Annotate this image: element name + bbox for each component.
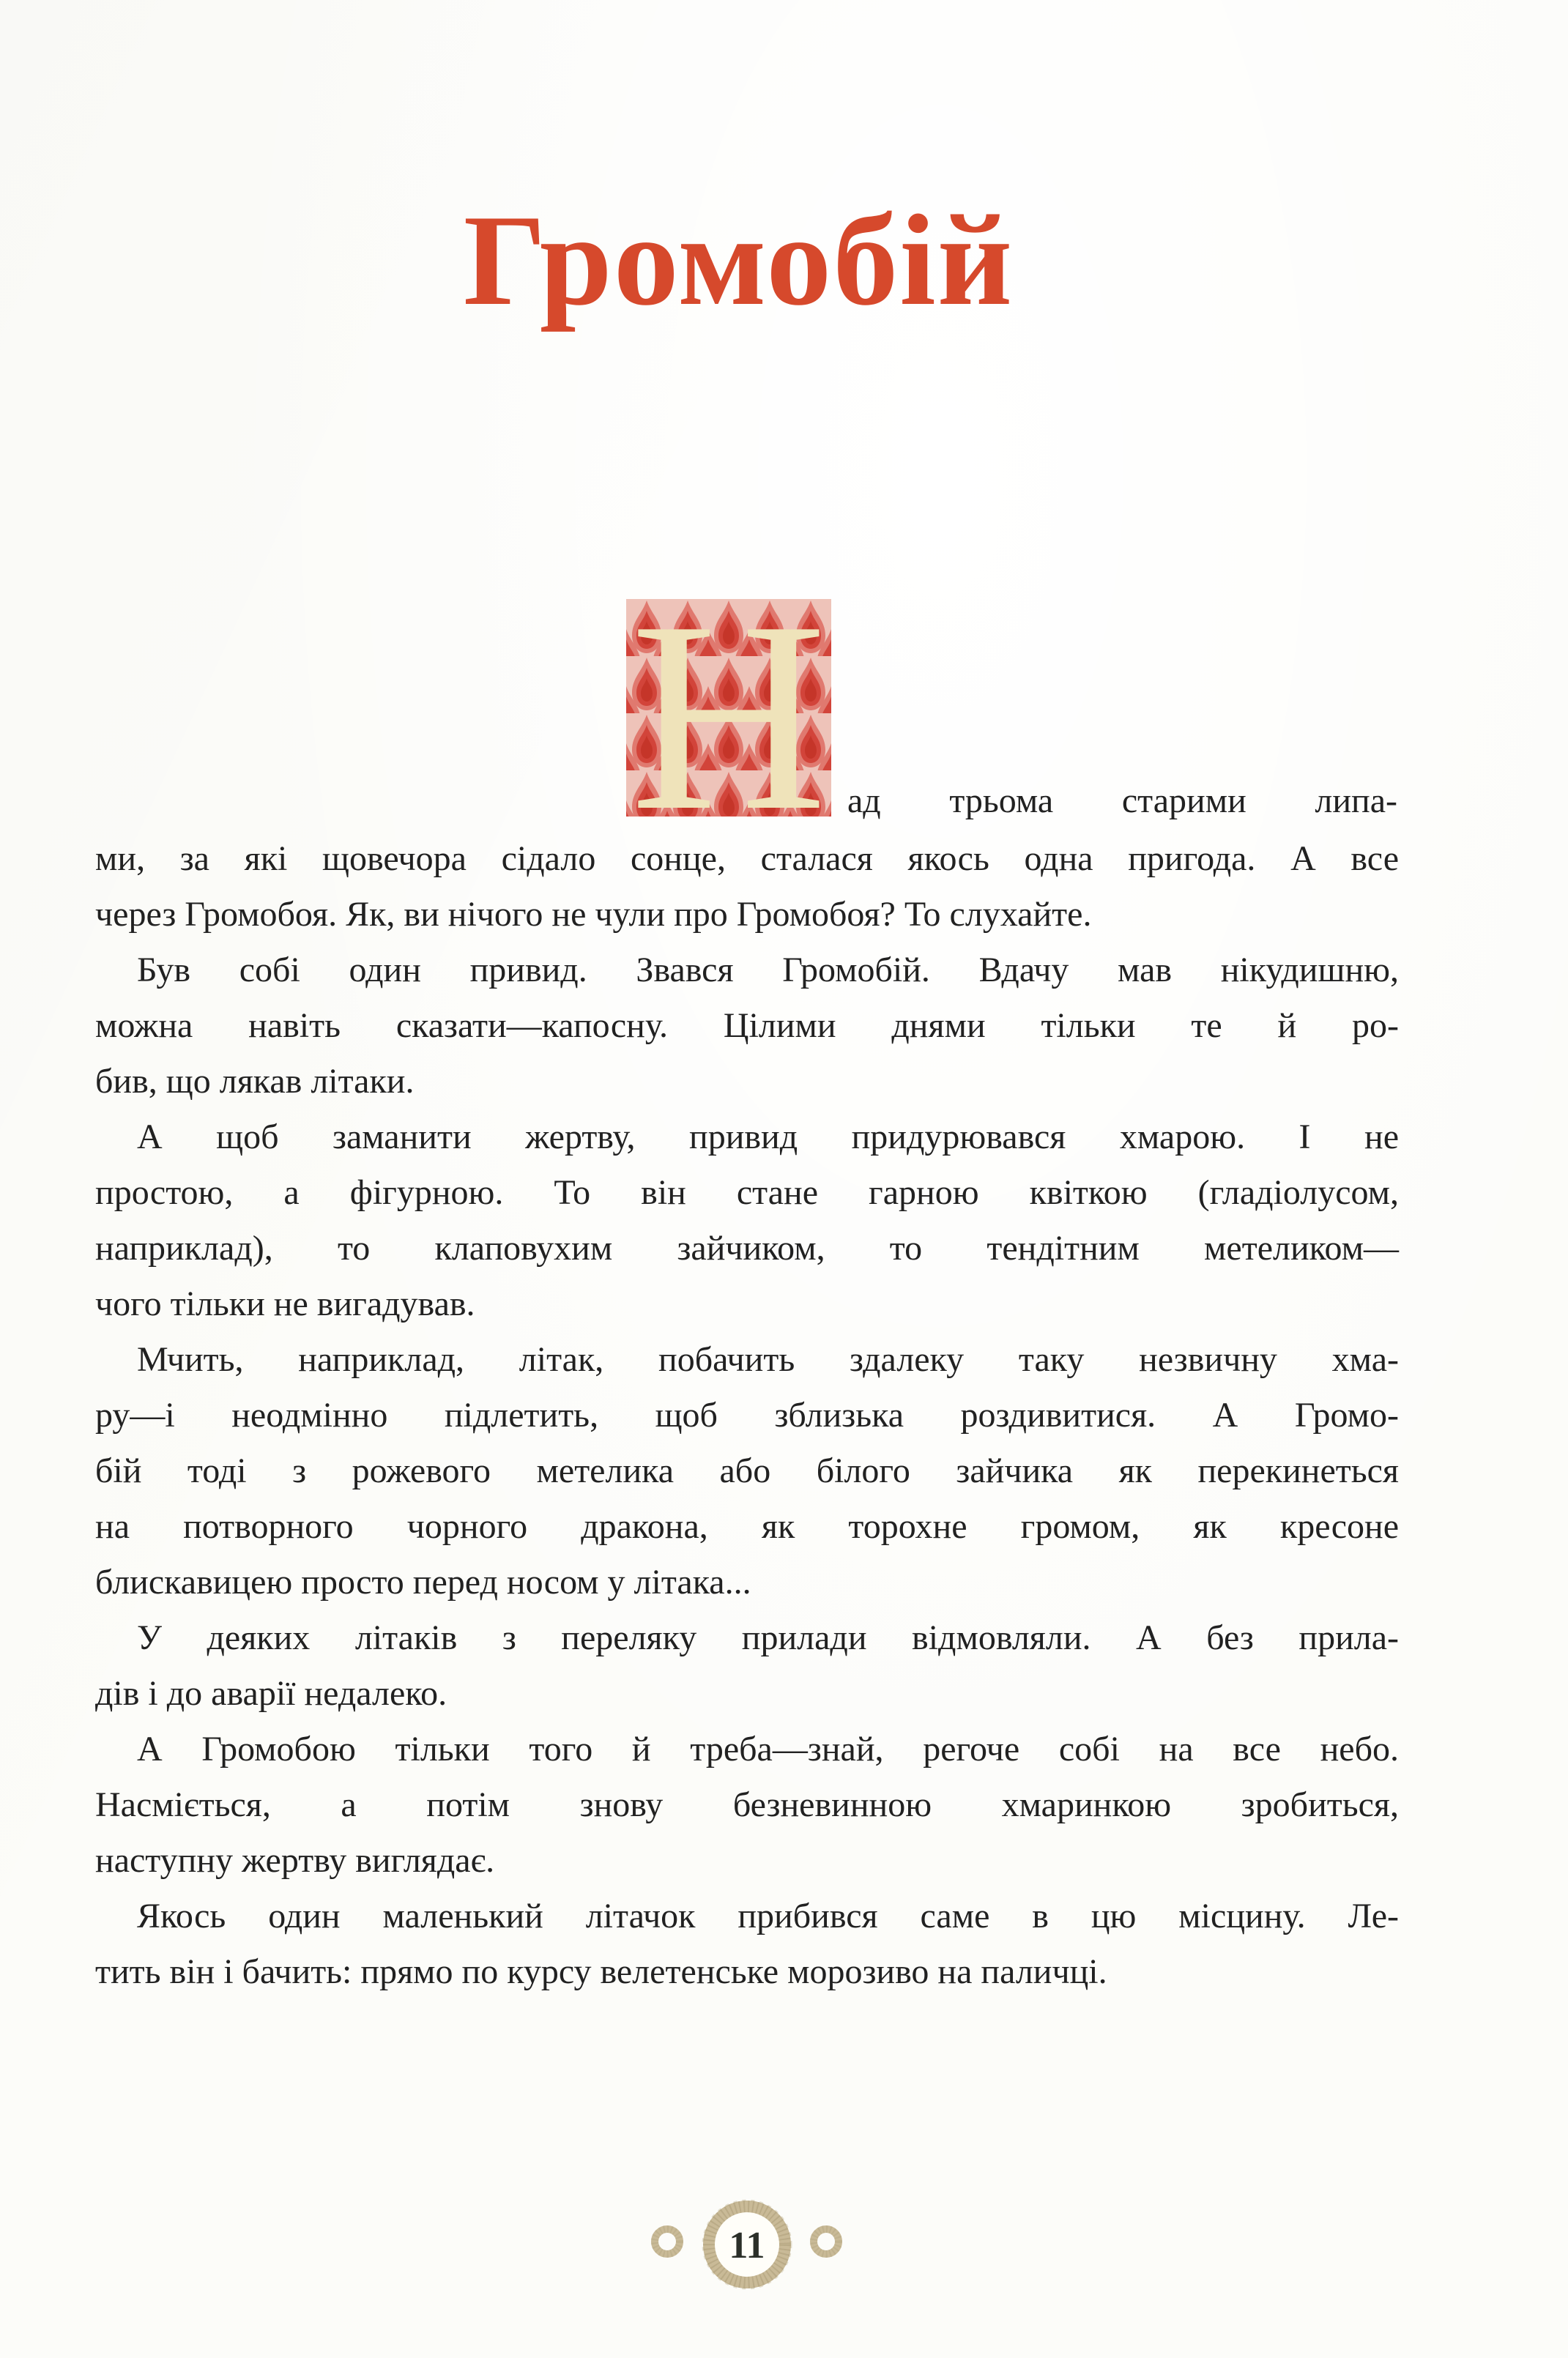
text-line: бив, що лякав літаки. (95, 1062, 415, 1101)
text-line: можна навіть сказати—капосну. Цілими днями тільки те й ро- (95, 1006, 1399, 1045)
page-title: Громобій (463, 187, 1014, 332)
ring-ornament-small-right-icon (814, 2229, 839, 2254)
text-line: блискавицею просто перед носом у літака... (95, 1563, 751, 1602)
text-line: чого тільки не вигадував. (95, 1284, 475, 1323)
text-line: бій тоді з рожевого метелика або білого зайчика як перекинеться (95, 1451, 1399, 1490)
text-line: Якось один маленький літачок прибився саме в цю місцину. Ле- (137, 1897, 1399, 1935)
drop-cap-pattern-icon (626, 599, 831, 817)
body-text (95, 831, 1399, 2000)
text-line: ми, за які щовечора сідало сонце, сталася якось одна пригода. А все (95, 839, 1399, 878)
drop-cap-letter: Н (630, 599, 828, 817)
text-line: дів і до аварії недалеко. (95, 1674, 447, 1713)
ring-ornament-small-left-icon (655, 2229, 680, 2254)
page-number: 11 (729, 2225, 765, 2266)
text-line: Був собі один привид. Звався Громобій. Вдачу мав нікудишню, (137, 951, 1399, 989)
text-line: У деяких літаків з переляку прилади відмовляли. А без прила- (137, 1618, 1399, 1657)
page-footer (628, 2188, 866, 2320)
text-line: наступну жертву виглядає. (95, 1841, 495, 1880)
text-line: ру—і неодмінно підлетить, щоб зблизька роздивитися. А Громо- (95, 1396, 1399, 1435)
text-line: А щоб заманити жертву, привид придурювався хмарою. І не (137, 1117, 1399, 1156)
text-line: Мчить, наприклад, літак, побачить здалеку таку незвичну хма- (137, 1340, 1399, 1379)
first-text-line: ад трьома старими липа- (847, 781, 1397, 820)
text-line: Насміється, а потім знову безневинною хмаринкою зробиться, (95, 1785, 1399, 1824)
text-line: тить він і бачить: прямо по курсу велетенське морозиво на паличці. (95, 1952, 1107, 1991)
drop-cap (626, 599, 831, 817)
text-line: на потворного чорного дракона, як торохне громом, як кресоне (95, 1507, 1399, 1546)
text-line: простою, а фігурною. То він стане гарною квіткою (гладіолусом, (95, 1173, 1399, 1212)
text-line: через Громобоя. Як, ви нічого не чули про Громобоя? То слухайте. (95, 895, 1092, 934)
text-line: наприклад), то клаповухим зайчиком, то тендітним метеликом— (95, 1229, 1399, 1268)
text-line: А Громобою тільки того й треба—знай, регоче собі на все небо. (137, 1730, 1399, 1768)
